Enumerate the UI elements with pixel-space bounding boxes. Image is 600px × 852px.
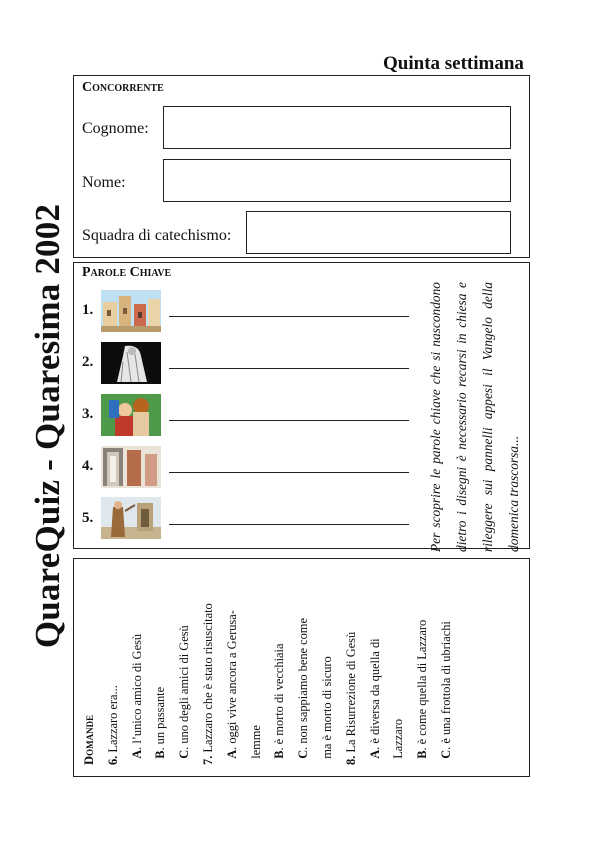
domande-heading: Domande — [82, 714, 96, 765]
keyword-answer-line[interactable] — [169, 524, 409, 525]
keyword-number: 3. — [82, 406, 94, 422]
option-text: . uno degli amici di Gesù — [177, 625, 192, 750]
option-text: Lazzaro — [391, 718, 406, 759]
option-text: . un passante — [153, 686, 168, 751]
question-text: Lazzaro era... — [105, 685, 120, 753]
question-8-option-b[interactable] — [411, 573, 435, 765]
parole-chiave-heading: Parole Chiave — [82, 265, 172, 280]
option-text: lemme — [248, 725, 263, 759]
question-7-option-a[interactable] — [221, 573, 245, 765]
option-text: . è morto di vecchiaia — [272, 643, 287, 751]
keyword-hint: Per scoprire le parole chiave che si nascondono dietro i disegni è necessario recarsi in chiesa e rileggere sui pannelli appesi il Vangelo della domenica trascorsa... — [428, 282, 521, 552]
nome-input[interactable] — [163, 159, 511, 202]
shrouded-figure-picture — [101, 342, 161, 384]
keyword-answer-line[interactable] — [169, 420, 409, 421]
option-letter: C — [296, 749, 311, 759]
question-7-option-c[interactable] — [292, 573, 316, 765]
option-letter: C — [177, 749, 192, 759]
option-letter: A — [224, 749, 239, 759]
option-text: ma è morto di sicuro — [319, 656, 334, 759]
option-letter: A — [129, 749, 144, 759]
quiz-title-text: QuareQuiz - Quaresima 2002 — [28, 203, 67, 649]
figure-at-tomb-picture — [101, 497, 161, 539]
option-letter: A — [367, 749, 382, 759]
keyword-number: 4. — [82, 458, 94, 474]
question-number: 7. — [200, 755, 215, 765]
option-letter: B — [415, 750, 430, 759]
question-6-option-b[interactable] — [149, 573, 173, 765]
nome-label: Nome: — [82, 174, 126, 191]
question-7-option-b[interactable] — [268, 573, 292, 765]
keyword-answer-line[interactable] — [169, 316, 409, 317]
keyword-answer-line[interactable] — [169, 472, 409, 473]
question-8-option-a[interactable] — [364, 573, 388, 765]
question-6-option-c[interactable] — [173, 573, 197, 765]
option-letter: B — [272, 750, 287, 759]
cognome-label: Cognome: — [82, 120, 149, 137]
question-7-option-a-continued — [245, 573, 269, 765]
option-text: . è diversa da quella di — [367, 638, 382, 750]
tomb-picture — [101, 446, 161, 488]
option-text: . è una frottola di ubriachi — [438, 621, 453, 750]
question-6 — [102, 573, 126, 765]
week-label: Quinta settimana — [383, 53, 524, 74]
embrace-picture — [101, 394, 161, 436]
keyword-number: 1. — [82, 302, 94, 318]
option-letter: B — [153, 750, 168, 759]
question-text: La Risurrezione di Gesù — [343, 631, 358, 753]
option-text: . oggi vive ancora a Gerusa- — [224, 610, 239, 750]
question-7-option-c-continued — [316, 573, 340, 765]
option-text: . è come quella di Lazzaro — [415, 619, 430, 751]
concorrente-heading: Concorrente — [82, 80, 164, 95]
question-text: Lazzaro che è stato risuscitato — [200, 603, 215, 753]
questions-block — [78, 573, 528, 765]
town-street-picture — [101, 290, 161, 332]
option-text: . non sappiamo bene come — [296, 618, 311, 750]
option-text: . l’unico amico di Gesù — [129, 633, 144, 750]
question-number: 8. — [343, 755, 358, 765]
keyword-answer-line[interactable] — [169, 368, 409, 369]
question-number: 6. — [105, 755, 120, 765]
keyword-number: 5. — [82, 510, 94, 526]
squadra-input[interactable] — [246, 211, 511, 254]
question-8-option-a-continued — [387, 573, 411, 765]
squadra-label: Squadra di catechismo: — [82, 227, 232, 244]
option-letter: C — [438, 749, 453, 759]
keyword-number: 2. — [82, 354, 94, 370]
question-6-option-a[interactable] — [126, 573, 150, 765]
cognome-input[interactable] — [163, 106, 511, 149]
question-8 — [340, 573, 364, 765]
question-7 — [197, 573, 221, 765]
quiz-title — [24, 203, 72, 649]
question-8-option-c[interactable] — [435, 573, 459, 765]
